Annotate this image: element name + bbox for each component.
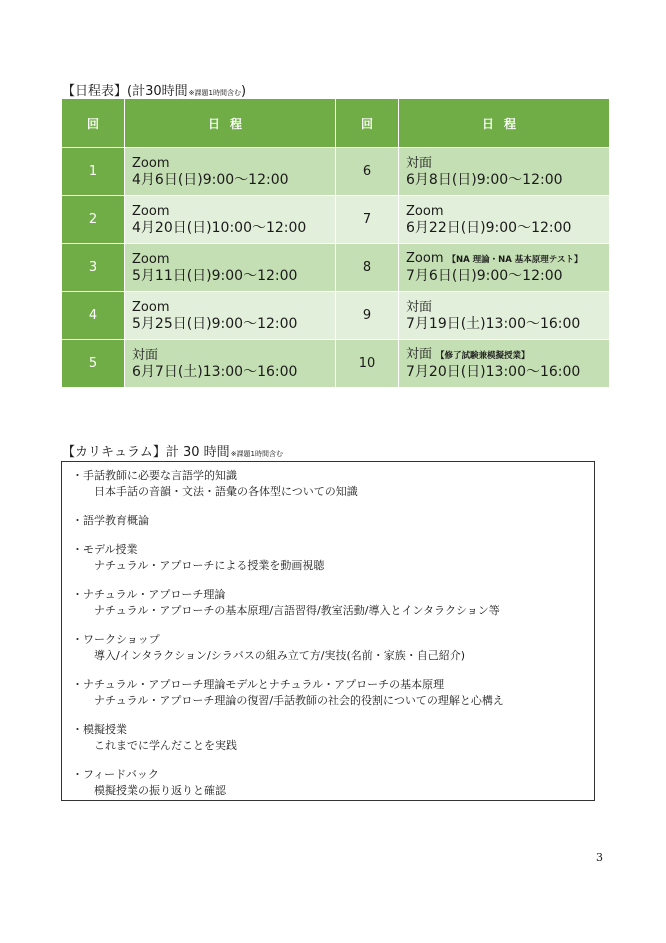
schedule-title-text: 【日程表】(計30時間 <box>62 84 188 99</box>
session-cell <box>399 244 610 292</box>
session-number: 6 <box>336 148 399 196</box>
curriculum-detail: これまでに学んだことを実践 <box>94 739 237 752</box>
curriculum-heading: ・語学教育概論 <box>72 514 149 527</box>
curriculum-title <box>62 441 283 460</box>
curriculum-item <box>72 767 584 799</box>
schedule-title-note: ※課題1時間含む <box>188 89 241 97</box>
session-cell <box>399 340 610 388</box>
schedule-row <box>62 196 610 244</box>
curriculum-item <box>72 677 584 709</box>
schedule-title-close: ) <box>240 84 247 99</box>
schedule-row <box>62 244 610 292</box>
curriculum-item <box>72 632 584 664</box>
curriculum-heading: ・ナチュラル・アプローチ理論 <box>72 588 226 601</box>
session-date: 6月22日(日)9:00～12:00 <box>406 219 572 236</box>
schedule-row <box>62 340 610 388</box>
curriculum-item <box>72 722 584 754</box>
curriculum-detail: 日本手話の音韻・文法・語彙の各体型についての知識 <box>94 485 358 498</box>
schedule-header-row <box>62 99 610 148</box>
curriculum-detail: ナチュラル・アプローチ理論の復習/手話教師の社会的役割についての理解と心構え <box>94 694 504 707</box>
curriculum-box <box>61 461 595 801</box>
schedule-row <box>62 148 610 196</box>
curriculum-heading: ・手話教師に必要な言語学的知識 <box>72 469 237 482</box>
session-cell <box>125 340 336 388</box>
session-date: 6月7日(土)13:00～16:00 <box>132 363 298 380</box>
curriculum-heading: ・ナチュラル・アプローチ理論モデルとナチュラル・アプローチの基本原理 <box>72 678 445 691</box>
session-mode: 対面 <box>406 347 433 362</box>
session-number: 7 <box>336 196 399 244</box>
session-date: 4月20日(日)10:00～12:00 <box>132 219 307 236</box>
session-cell <box>399 148 610 196</box>
session-number: 4 <box>62 292 125 340</box>
session-date: 6月8日(日)9:00～12:00 <box>406 171 563 188</box>
curriculum-title-note: ※課題1時間含む <box>230 450 284 458</box>
session-mode: Zoom <box>132 155 170 171</box>
session-mode: 対面 <box>406 155 433 171</box>
session-mode: Zoom <box>132 299 170 315</box>
session-tag: 【NA 理論・NA 基本原理テスト】 <box>447 255 583 265</box>
session-date: 7月19日(土)13:00～16:00 <box>406 315 581 332</box>
curriculum-detail: 導入/インタラクション/シラバスの組み立て方/実技(名前・家族・自己紹介) <box>94 649 466 662</box>
session-cell <box>125 148 336 196</box>
curriculum-item <box>72 468 584 500</box>
curriculum-heading: ・模擬授業 <box>72 723 127 736</box>
session-mode: 対面 <box>132 347 159 363</box>
session-tag: 【修了試験兼模擬授業】 <box>436 351 530 361</box>
header-num-right: 回 <box>336 99 399 148</box>
session-number: 8 <box>336 244 399 292</box>
curriculum-item <box>72 542 584 574</box>
session-mode: Zoom <box>132 203 170 219</box>
schedule-title <box>62 80 246 99</box>
session-number: 5 <box>62 340 125 388</box>
curriculum-heading: ・ワークショップ <box>72 633 160 646</box>
curriculum-item <box>72 587 584 619</box>
session-mode: Zoom <box>406 251 444 266</box>
curriculum-heading: ・フィードバック <box>72 768 159 781</box>
curriculum-detail: 模擬授業の振り返りと確認 <box>94 784 226 797</box>
session-cell <box>399 292 610 340</box>
header-date-left: 日程 <box>125 99 336 148</box>
session-number: 10 <box>336 340 399 388</box>
schedule-row <box>62 292 610 340</box>
session-number: 1 <box>62 148 125 196</box>
curriculum-heading: ・モデル授業 <box>72 543 138 556</box>
session-number: 3 <box>62 244 125 292</box>
curriculum-detail: ナチュラル・アプローチによる授業を動画視聴 <box>94 559 325 572</box>
header-num-left: 回 <box>62 99 125 148</box>
session-date: 7月20日(日)13:00～16:00 <box>406 364 581 380</box>
session-number: 2 <box>62 196 125 244</box>
session-mode: 対面 <box>406 299 433 315</box>
curriculum-title-text: 【カリキュラム】計 30 時間 <box>62 445 230 460</box>
session-mode: Zoom <box>132 251 170 267</box>
session-date: 4月6日(日)9:00～12:00 <box>132 171 289 188</box>
schedule-table <box>61 98 610 388</box>
header-date-right: 日程 <box>399 99 610 148</box>
curriculum-detail: ナチュラル・アプローチの基本原理/言語習得/教室活動/導入とインタラクション等 <box>94 604 500 617</box>
session-cell <box>399 196 610 244</box>
session-mode: Zoom <box>406 203 444 219</box>
session-cell <box>125 292 336 340</box>
session-date: 5月11日(日)9:00～12:00 <box>132 267 298 284</box>
session-number: 9 <box>336 292 399 340</box>
session-date: 5月25日(日)9:00～12:00 <box>132 315 298 332</box>
session-date: 7月6日(日)9:00～12:00 <box>406 268 563 284</box>
page-number: 3 <box>596 851 603 864</box>
session-cell <box>125 196 336 244</box>
curriculum-item <box>72 513 584 529</box>
session-cell <box>125 244 336 292</box>
